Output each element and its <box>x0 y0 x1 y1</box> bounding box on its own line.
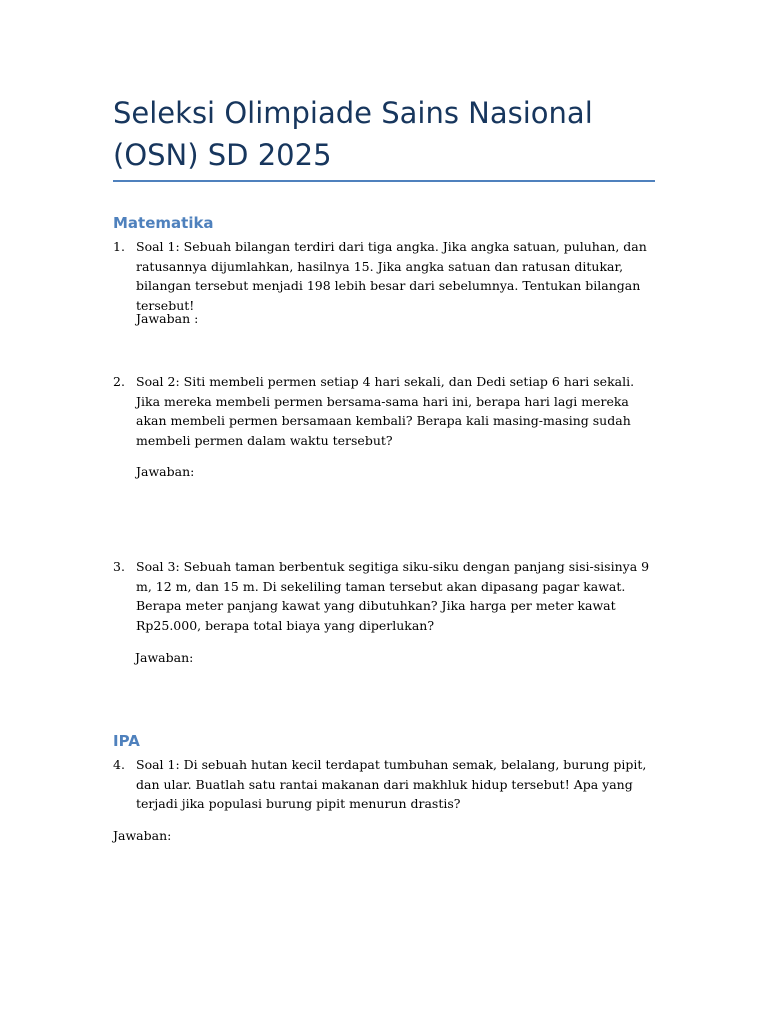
document-title: Seleksi Olimpiade Sains Nasional (OSN) SD 2025 <box>113 96 593 172</box>
title-divider <box>113 180 655 182</box>
answer-label: Jawaban: <box>113 828 172 843</box>
question-text: Soal 1: Di sebuah hutan kecil terdapat tumbuhan semak, belalang, burung pipit, dan ular. Buatlah satu rantai makanan dari makhluk hidup tersebut! Apa yang terjadi jika populasi burung pipit menurun drastis? <box>136 757 647 811</box>
question-text: Soal 3: Sebuah taman berbentuk segitiga siku-siku dengan panjang sisi-sisinya 9 m, 12 m, dan 15 m. Di sekeliling taman tersebut akan dipasang pagar kawat. Berapa meter panjang kawat yang dibutuhkan? Jika harga per meter kawat Rp25.000, berapa total biaya yang diperlukan? <box>136 559 650 633</box>
question-number: 3. <box>113 559 125 574</box>
question-text: Soal 2: Siti membeli permen setiap 4 hari sekali, dan Dedi setiap 6 hari sekali. Jika mereka membeli permen bersama-sama hari ini, berapa hari lagi mereka akan membeli permen bersamaan kembali? Berapa kali masing-masing sudah membeli permen dalam waktu tersebut? <box>136 374 635 448</box>
answer-label: Jawaban: <box>135 650 194 665</box>
question-text: Soal 1: Sebuah bilangan terdiri dari tiga angka. Jika angka satuan, puluhan, dan ratusannya dijumlahkan, hasilnya 15. Jika angka satuan dan ratusan ditukar, bilangan tersebut menjadi 198 lebih besar dari sebelumnya. Tentukan bilangan tersebut! <box>136 239 647 313</box>
answer-label: Jawaban: <box>136 464 195 479</box>
question-number: 1. <box>113 239 125 254</box>
section-heading-ipa: IPA <box>113 732 140 750</box>
section-heading-matematika: Matematika <box>113 214 214 232</box>
question-number: 2. <box>113 374 125 389</box>
question-number: 4. <box>113 757 125 772</box>
answer-label: Jawaban : <box>136 311 199 326</box>
